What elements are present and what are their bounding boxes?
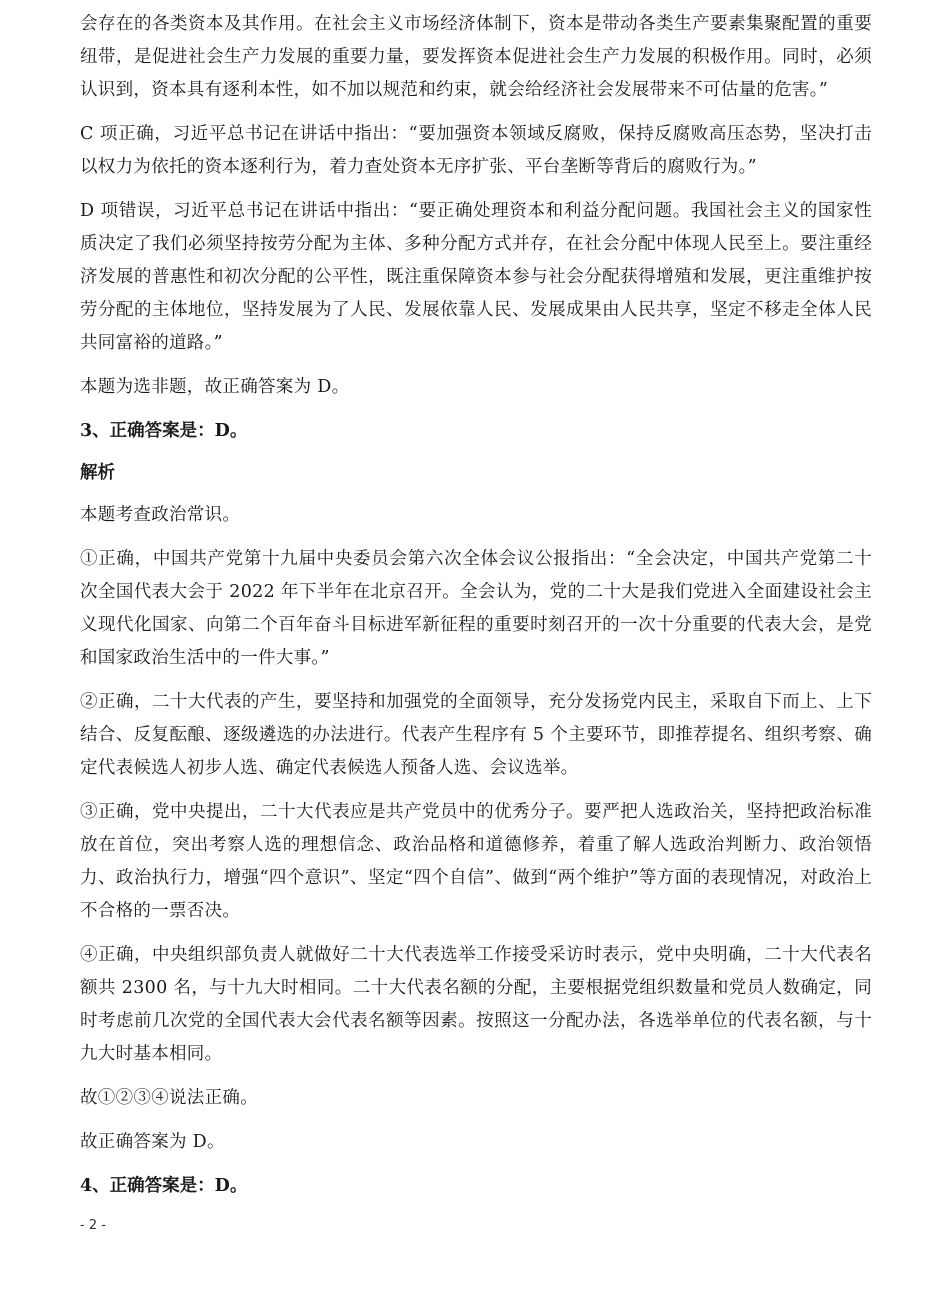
- section-heading: 解析: [80, 463, 115, 483]
- paragraph: 会存在的各类资本及其作用。在社会主义市场经济体制下，资本是带动各类生产要素集聚配置的重要纽带，是促进社会生产力发展的重要力量，要发挥资本促进社会生产力发展的积极作用。同时，必须认识到，资本具有逐利本性，如不加以规范和约束，就会给经济社会发展带来不可估量的危害。”: [80, 14, 872, 100]
- paragraph: D 项错误，习近平总书记在讲话中指出：“要正确处理资本和利益分配问题。我国社会主义的国家性质决定了我们必须坚持按劳分配为主体、多种分配方式并存，在社会分配中体现人民至上。要注重经济发展的普惠性和初次分配的公平性，既注重保障资本参与社会分配获得增殖和发展，更注重维护按劳分配的主体地位，坚持发展为了人民、发展依靠人民、发展成果由人民共享，坚定不移走全体人民共同富裕的道路。”: [80, 201, 872, 353]
- paragraph: ④正确，中央组织部负责人就做好二十大代表选举工作接受采访时表示，党中央明确，二十大代表名额共 2300 名，与十九大时相同。二十大代表名额的分配，主要根据党组织数量和党员人数确定，同时考虑前几次党的全国代表大会代表名额等因素。按照这一分配办法，各选举单位的代表名额，与十九大时基本相同。: [80, 945, 872, 1064]
- paragraph: 本题考查政治常识。: [80, 505, 241, 525]
- paragraph: C 项正确，习近平总书记在讲话中指出：“要加强资本领域反腐败，保持反腐败高压态势，坚决打击以权力为依托的资本逐利行为，着力查处资本无序扩张、平台垄断等背后的腐败行为。”: [80, 124, 872, 177]
- paragraph: ③正确，党中央提出，二十大代表应是共产党员中的优秀分子。要严把人选政治关，坚持把政治标准放在首位，突出考察人选的理想信念、政治品格和道德修养，着重了解人选政治判断力、政治领悟力、政治执行力，增强“四个意识”、坚定“四个自信”、做到“两个维护”等方面的表现情况，对政治上不合格的一票否决。: [80, 802, 872, 921]
- paragraph: 故正确答案为 D。: [80, 1132, 225, 1152]
- paragraph: 本题为选非题，故正确答案为 D。: [80, 377, 350, 397]
- page-number: - 2 -: [80, 1218, 106, 1233]
- paragraph: 故①②③④说法正确。: [80, 1088, 258, 1108]
- document-body: [80, 8, 872, 1212]
- section-heading: 3、正确答案是：D。: [80, 421, 248, 441]
- section-heading: 4、正确答案是：D。: [80, 1176, 248, 1196]
- paragraph: ①正确，中国共产党第十九届中央委员会第六次全体会议公报指出：“全会决定，中国共产党第二十次全国代表大会于 2022 年下半年在北京召开。全会认为，党的二十大是我们党进入全面建设社会主义现代化国家、向第二个百年奋斗目标进军新征程的重要时刻召开的一次十分重要的代表大会，是党和国家政治生活中的一件大事。”: [80, 549, 872, 668]
- paragraph: ②正确，二十大代表的产生，要坚持和加强党的全面领导，充分发扬党内民主，采取自下而上、上下结合、反复酝酿、逐级遴选的办法进行。代表产生程序有 5 个主要环节，即推荐提名、组织考察、确定代表候选人初步人选、确定代表候选人预备人选、会议选举。: [80, 692, 872, 778]
